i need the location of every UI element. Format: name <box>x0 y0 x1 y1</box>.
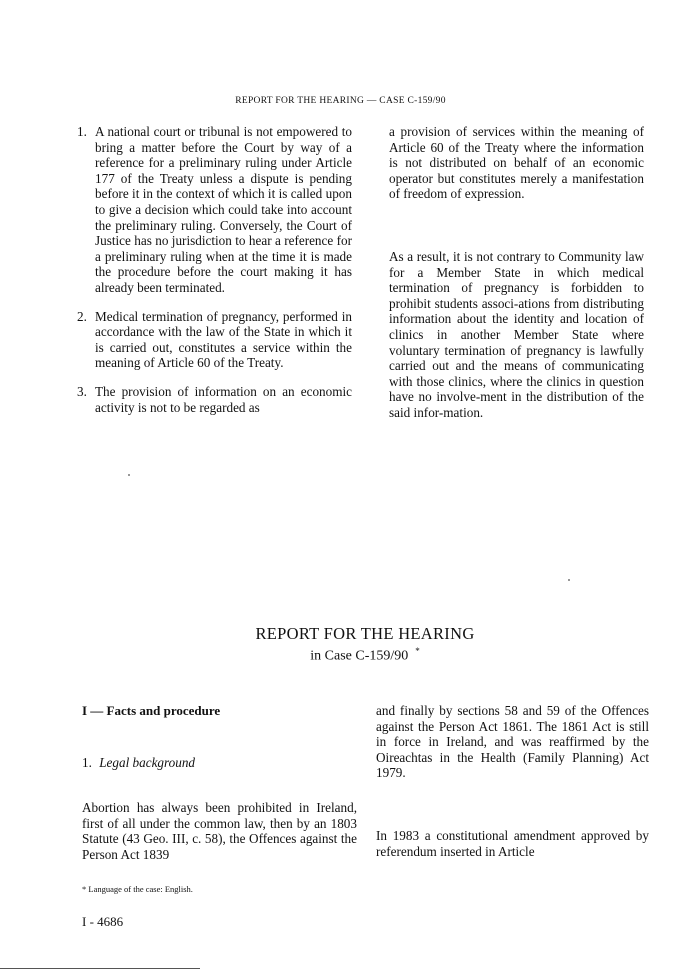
body-left-column <box>82 703 357 863</box>
stray-mark <box>568 579 570 581</box>
subsection-title: Legal background <box>99 754 196 770</box>
running-head: REPORT FOR THE HEARING — CASE C-159/90 <box>235 96 446 106</box>
stray-mark <box>128 474 130 476</box>
subsection-number: 1. <box>82 754 92 770</box>
report-subtitle-line <box>0 646 681 665</box>
headnote-right-para-2: As a result, it is not contrary to Community law for a Member State in which medical termination of pregnancy is forbidden to prohibit students associ-ations from distributing information about the identity and location of clinics in another Member State where voluntary termination of pregnancy is lawfully carried out and the means of communicating with those clinics, where the clinics in question have no involve-ment in the distribution of the said infor-mation. <box>389 248 644 420</box>
report-subtitle: in Case C-159/90 <box>310 648 409 664</box>
body-right-para-1: and finally by sections 58 and 59 of the Offences against the Person Act 1861. The 1861 Act is still in force in Ireland, and was reaffirmed by the Oireachtas in the Health (Family Planning) Act 1979. <box>376 703 649 781</box>
headnote-item-2-number: 2. <box>77 308 87 324</box>
section-heading: I — Facts and procedure <box>82 703 221 718</box>
headnote-item-3-text: The provision of information on an economic activity is not to be regarded as <box>95 383 352 415</box>
body-right-column <box>376 703 649 859</box>
subsection-heading <box>82 755 357 771</box>
headnote-right-para-1: a provision of services within the meaning of Article 60 of the Treaty where the information is not distributed on behalf of an economic operator but constitutes merely a manifestation of freedom of expression. <box>389 124 644 202</box>
footnote-marker: * <box>415 646 420 656</box>
headnote-item-1 <box>77 124 352 296</box>
report-title: REPORT FOR THE HEARING <box>255 624 475 643</box>
bottom-rule <box>0 968 200 969</box>
headnote-item-1-number: 1. <box>77 124 87 139</box>
headnote-item-3-number: 3. <box>77 383 87 399</box>
headnote-item-2-text: Medical termination of pregnancy, performed in accordance with the law of the State in which it is carried out, constitutes a service within the meaning of Article 60 of the Treaty. <box>95 308 352 371</box>
body-right-para-2: In 1983 a constitutional amendment approved by referendum inserted in Article <box>376 827 649 859</box>
footnote: * Language of the case: English. <box>82 884 193 894</box>
headnote-right-column <box>389 124 644 421</box>
page-number: I - 4686 <box>82 914 124 929</box>
headnote-item-1-text: A national court or tribunal is not empowered to bring a matter before the Court by way of a reference for a preliminary ruling under Article 177 of the Treaty unless a dispute is pending before it in the context of which it is called upon to give a decision which could take into account the preliminary ruling. Conversely, the Court of Justice has no jurisdiction to hear a reference for a preliminary ruling when at the time it is made the procedure before the court making it has already been terminated. <box>95 124 352 295</box>
headnote-item-3 <box>77 384 352 415</box>
body-left-para: Abortion has always been prohibited in Ireland, first of all under the common law, then by an 1803 Statute (43 Geo. III, c. 58), the Offences against the Person Act 1839 <box>82 800 357 862</box>
headnote-item-2 <box>77 309 352 371</box>
headnote-left-column <box>77 124 352 415</box>
